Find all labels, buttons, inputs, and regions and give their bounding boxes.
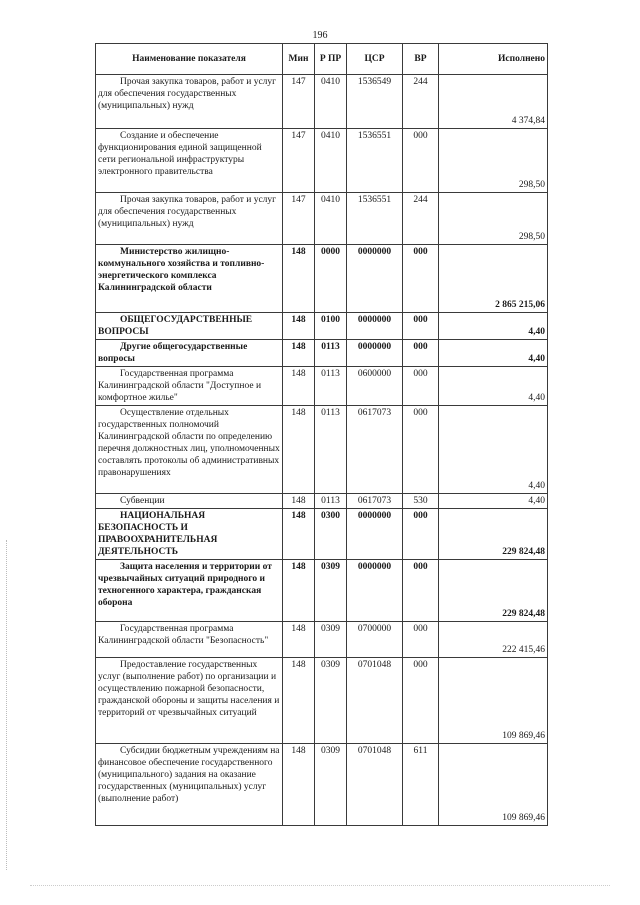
vr-cell: 000 bbox=[403, 367, 439, 406]
vr-cell: 000 bbox=[403, 340, 439, 367]
name-cell: ОБЩЕГОСУДАРСТВЕННЫЕ ВОПРОСЫ bbox=[96, 313, 283, 340]
table-row bbox=[96, 75, 548, 129]
page-number: 196 bbox=[312, 30, 328, 41]
table-row bbox=[96, 193, 548, 245]
name-cell: Министерство жилищно-коммунального хозяйства и топливно-энергетического комплекса Калининградской области bbox=[96, 245, 283, 313]
name-cell: Государственная программа Калининградской области "Доступное и комфортное жилье" bbox=[96, 367, 283, 406]
min-cell: 148 bbox=[283, 367, 315, 406]
exec-cell: 4,40 bbox=[439, 406, 548, 494]
name-cell: Прочая закупка товаров, работ и услуг для обеспечения государственных (муниципальных) нужд bbox=[96, 75, 283, 129]
rpr-cell: 0309 bbox=[315, 560, 347, 622]
min-cell: 147 bbox=[283, 129, 315, 193]
min-cell: 148 bbox=[283, 340, 315, 367]
csr-cell: 0600000 bbox=[347, 367, 403, 406]
exec-cell: 222 415,46 bbox=[439, 622, 548, 658]
table-row bbox=[96, 560, 548, 622]
exec-cell: 298,50 bbox=[439, 129, 548, 193]
exec-cell: 229 824,48 bbox=[439, 509, 548, 560]
csr-cell: 0000000 bbox=[347, 245, 403, 313]
name-cell: Защита населения и территории от чрезвычайных ситуаций природного и техногенного характера, гражданская оборона bbox=[96, 560, 283, 622]
csr-cell: 0617073 bbox=[347, 494, 403, 509]
vr-cell: 000 bbox=[403, 560, 439, 622]
rpr-cell: 0410 bbox=[315, 193, 347, 245]
rpr-cell: 0309 bbox=[315, 658, 347, 744]
exec-cell: 229 824,48 bbox=[439, 560, 548, 622]
table-row bbox=[96, 744, 548, 826]
csr-cell: 0000000 bbox=[347, 509, 403, 560]
csr-cell: 0700000 bbox=[347, 622, 403, 658]
rpr-cell: 0300 bbox=[315, 509, 347, 560]
min-cell: 147 bbox=[283, 75, 315, 129]
min-cell: 148 bbox=[283, 494, 315, 509]
rpr-cell: 0410 bbox=[315, 75, 347, 129]
csr-cell: 1536551 bbox=[347, 193, 403, 245]
vr-cell: 244 bbox=[403, 193, 439, 245]
csr-cell: 0000000 bbox=[347, 560, 403, 622]
name-cell: Субвенции bbox=[96, 494, 283, 509]
name-cell: Прочая закупка товаров, работ и услуг для обеспечения государственных (муниципальных) нужд bbox=[96, 193, 283, 245]
vr-cell: 244 bbox=[403, 75, 439, 129]
scan-margin-artifact bbox=[6, 540, 8, 870]
vr-cell: 530 bbox=[403, 494, 439, 509]
name-cell: Субсидии бюджетным учреждениям на финансовое обеспечение государственного (муниципального) задания на оказание государственных (муниципальных) услуг (выполнение работ) bbox=[96, 744, 283, 826]
vr-cell: 000 bbox=[403, 245, 439, 313]
table-header-row bbox=[96, 44, 548, 75]
name-cell: Государственная программа Калининградской области "Безопасность" bbox=[96, 622, 283, 658]
table-row bbox=[96, 509, 548, 560]
header-vr: ВР bbox=[403, 44, 439, 75]
table-row bbox=[96, 340, 548, 367]
vr-cell: 000 bbox=[403, 658, 439, 744]
min-cell: 148 bbox=[283, 560, 315, 622]
min-cell: 148 bbox=[283, 313, 315, 340]
csr-cell: 1536551 bbox=[347, 129, 403, 193]
exec-cell: 4,40 bbox=[439, 340, 548, 367]
csr-cell: 0701048 bbox=[347, 658, 403, 744]
exec-cell: 109 869,46 bbox=[439, 658, 548, 744]
header-exec: Исполнено bbox=[439, 44, 548, 75]
table-body bbox=[96, 75, 548, 826]
min-cell: 147 bbox=[283, 193, 315, 245]
exec-cell: 4,40 bbox=[439, 367, 548, 406]
table-row bbox=[96, 129, 548, 193]
rpr-cell: 0113 bbox=[315, 367, 347, 406]
csr-cell: 0701048 bbox=[347, 744, 403, 826]
min-cell: 148 bbox=[283, 622, 315, 658]
exec-cell: 4 374,84 bbox=[439, 75, 548, 129]
exec-cell: 109 869,46 bbox=[439, 744, 548, 826]
scan-bottom-artifact bbox=[30, 885, 610, 887]
table-row bbox=[96, 406, 548, 494]
exec-cell: 4,40 bbox=[439, 313, 548, 340]
table-row bbox=[96, 313, 548, 340]
table-row bbox=[96, 622, 548, 658]
vr-cell: 000 bbox=[403, 622, 439, 658]
table-row bbox=[96, 367, 548, 406]
name-cell: Создание и обеспечение функционирования единой защищенной сети региональной инфраструктуры электронного правительства bbox=[96, 129, 283, 193]
header-rpr: Р ПР bbox=[315, 44, 347, 75]
table-row bbox=[96, 658, 548, 744]
name-cell: Предоставление государственных услуг (выполнение работ) по организации и осуществлению пожарной безопасности, гражданской обороны и защиты населения и территорий от чрезвычайных ситуаций bbox=[96, 658, 283, 744]
csr-cell: 1536549 bbox=[347, 75, 403, 129]
rpr-cell: 0113 bbox=[315, 494, 347, 509]
vr-cell: 000 bbox=[403, 313, 439, 340]
csr-cell: 0000000 bbox=[347, 313, 403, 340]
rpr-cell: 0309 bbox=[315, 622, 347, 658]
exec-cell: 2 865 215,06 bbox=[439, 245, 548, 313]
rpr-cell: 0113 bbox=[315, 406, 347, 494]
name-cell: НАЦИОНАЛЬНАЯ БЕЗОПАСНОСТЬ И ПРАВООХРАНИТЕЛЬНАЯ ДЕЯТЕЛЬНОСТЬ bbox=[96, 509, 283, 560]
vr-cell: 611 bbox=[403, 744, 439, 826]
rpr-cell: 0100 bbox=[315, 313, 347, 340]
csr-cell: 0617073 bbox=[347, 406, 403, 494]
budget-execution-table bbox=[95, 43, 548, 826]
header-min: Мин bbox=[283, 44, 315, 75]
vr-cell: 000 bbox=[403, 129, 439, 193]
csr-cell: 0000000 bbox=[347, 340, 403, 367]
exec-cell: 298,50 bbox=[439, 193, 548, 245]
name-cell: Осуществление отдельных государственных полномочий Калининградской области по определению перечня должностных лиц, уполномоченных составлять протоколы об административных правонарушениях bbox=[96, 406, 283, 494]
min-cell: 148 bbox=[283, 744, 315, 826]
header-name: Наименование показателя bbox=[96, 44, 283, 75]
vr-cell: 000 bbox=[403, 509, 439, 560]
rpr-cell: 0000 bbox=[315, 245, 347, 313]
rpr-cell: 0410 bbox=[315, 129, 347, 193]
exec-cell: 4,40 bbox=[439, 494, 548, 509]
min-cell: 148 bbox=[283, 245, 315, 313]
min-cell: 148 bbox=[283, 509, 315, 560]
table-row bbox=[96, 494, 548, 509]
min-cell: 148 bbox=[283, 406, 315, 494]
vr-cell: 000 bbox=[403, 406, 439, 494]
header-csr: ЦСР bbox=[347, 44, 403, 75]
name-cell: Другие общегосударственные вопросы bbox=[96, 340, 283, 367]
rpr-cell: 0113 bbox=[315, 340, 347, 367]
rpr-cell: 0309 bbox=[315, 744, 347, 826]
min-cell: 148 bbox=[283, 658, 315, 744]
table-row bbox=[96, 245, 548, 313]
